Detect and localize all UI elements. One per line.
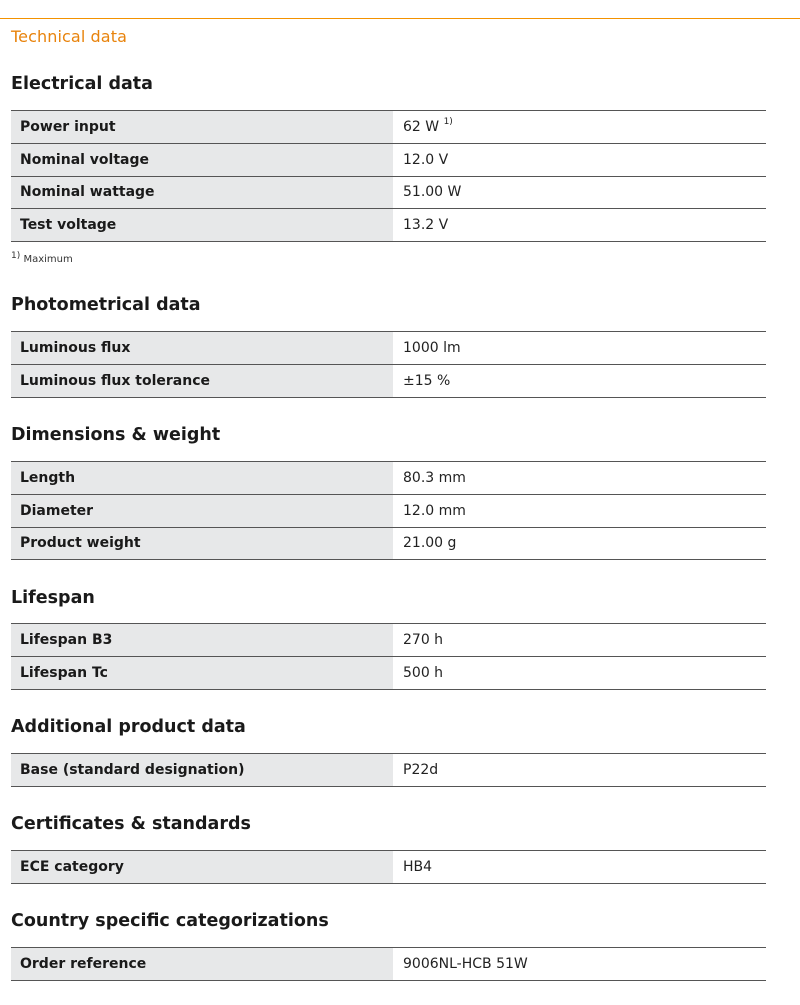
section-heading-electrical: Electrical data	[11, 74, 153, 94]
spec-label: Order reference	[11, 948, 393, 981]
spec-label: Luminous flux	[11, 332, 393, 365]
spec-label: ECE category	[11, 851, 393, 884]
certificates-data-table	[11, 850, 766, 884]
spec-value: 21.00 g	[393, 527, 766, 560]
footnote-text: Maximum	[23, 254, 73, 265]
photometrical-data-table	[11, 331, 766, 398]
footnote-ref: 1)	[443, 116, 453, 127]
table-row	[11, 624, 766, 657]
table-row	[11, 527, 766, 560]
section-heading-country: Country specific categorizations	[11, 911, 329, 931]
top-divider	[0, 18, 800, 19]
table-row	[11, 332, 766, 365]
spec-value: 80.3 mm	[393, 462, 766, 495]
spec-label: Luminous flux tolerance	[11, 364, 393, 397]
dimensions-data-table	[11, 461, 766, 560]
lifespan-data-table	[11, 623, 766, 690]
section-heading-lifespan: Lifespan	[11, 588, 95, 608]
spec-label: Base (standard designation)	[11, 754, 393, 787]
spec-value: 9006NL-HCB 51W	[393, 948, 766, 981]
electrical-data-table	[11, 110, 766, 242]
additional-data-table	[11, 753, 766, 787]
spec-label: Product weight	[11, 527, 393, 560]
table-row	[11, 364, 766, 397]
spec-value: 13.2 V	[393, 209, 766, 242]
table-row	[11, 209, 766, 242]
table-row	[11, 494, 766, 527]
section-heading-photometrical: Photometrical data	[11, 295, 201, 315]
section-heading-certificates: Certificates & standards	[11, 814, 251, 834]
spec-value: 500 h	[393, 656, 766, 689]
spec-value: ±15 %	[393, 364, 766, 397]
spec-label: Lifespan Tc	[11, 656, 393, 689]
table-row	[11, 948, 766, 981]
table-row	[11, 462, 766, 495]
spec-label: Power input	[11, 111, 393, 144]
table-row	[11, 111, 766, 144]
footnote	[11, 251, 73, 265]
page-title: Technical data	[11, 27, 127, 46]
section-heading-additional: Additional product data	[11, 717, 246, 737]
spec-value: HB4	[393, 851, 766, 884]
table-row	[11, 656, 766, 689]
spec-value: 51.00 W	[393, 176, 766, 209]
spec-label: Diameter	[11, 494, 393, 527]
table-row	[11, 851, 766, 884]
spec-label: Lifespan B3	[11, 624, 393, 657]
spec-label: Nominal wattage	[11, 176, 393, 209]
country-data-table	[11, 947, 766, 981]
table-row	[11, 176, 766, 209]
spec-value: 12.0 mm	[393, 494, 766, 527]
spec-value	[393, 111, 766, 144]
section-heading-dimensions: Dimensions & weight	[11, 425, 221, 445]
spec-value: 12.0 V	[393, 143, 766, 176]
spec-value: 1000 lm	[393, 332, 766, 365]
table-row	[11, 754, 766, 787]
table-row	[11, 143, 766, 176]
spec-value-text: 62 W	[403, 118, 440, 135]
spec-label: Nominal voltage	[11, 143, 393, 176]
spec-value: 270 h	[393, 624, 766, 657]
spec-value: P22d	[393, 754, 766, 787]
spec-label: Length	[11, 462, 393, 495]
spec-label: Test voltage	[11, 209, 393, 242]
footnote-marker: 1)	[11, 251, 21, 261]
